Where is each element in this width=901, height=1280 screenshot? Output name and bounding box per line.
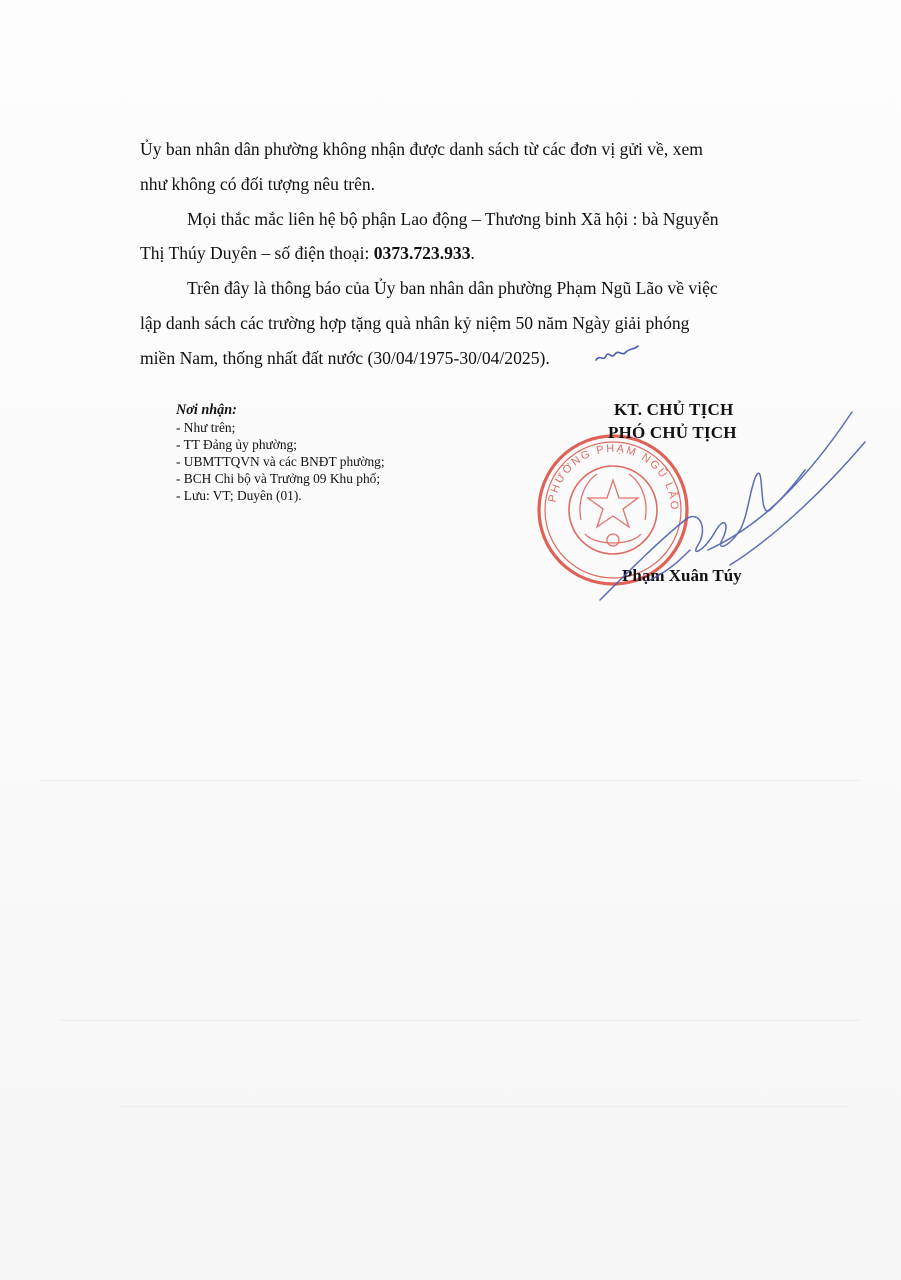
scan-artifact-line xyxy=(60,1020,860,1021)
recipient-item: - Như trên; xyxy=(176,420,236,435)
contact-person: Thị Thúy Duyên – số điện thoại: xyxy=(140,243,374,264)
scan-artifact-line xyxy=(40,780,860,781)
document-body xyxy=(140,132,785,376)
paragraph-line: miền Nam, thống nhất đất nước (30/04/1975-30/04/2025). xyxy=(140,347,550,368)
punctuation: . xyxy=(470,243,475,264)
phone-number: 0373.723.933 xyxy=(373,243,471,264)
paragraph-line xyxy=(140,236,785,271)
paragraph-line: như không có đối tượng nêu trên. xyxy=(140,173,376,194)
signer-position-line2: PHÓ CHỦ TỊCH xyxy=(608,423,737,442)
recipient-item: - TT Đảng ủy phường; xyxy=(176,437,297,452)
paragraph-line: lập danh sách các trường hợp tặng quà nhân kỷ niệm 50 năm Ngày giải phóng xyxy=(140,312,690,333)
recipient-item: - Lưu: VT; Duyên (01). xyxy=(176,488,302,503)
seal-text: PHƯỜNG PHẠM NGŨ LÃO xyxy=(546,442,681,512)
recipient-item: - BCH Chi bộ và Trưởng 09 Khu phố; xyxy=(176,471,381,486)
signer-name: Phạm Xuân Túy xyxy=(622,566,742,585)
recipients-label: Nơi nhận: xyxy=(176,402,237,418)
recipients-block xyxy=(176,402,506,504)
paragraph-line: Ủy ban nhân dân phường không nhận được danh sách từ các đơn vị gửi về, xem xyxy=(140,139,703,159)
handwritten-initials-icon xyxy=(594,338,640,368)
paragraph-line: Mọi thắc mắc liên hệ bộ phận Lao động – Thương binh Xã hội : bà Nguyễn xyxy=(187,208,719,229)
handwritten-signature-icon xyxy=(590,400,870,610)
paragraph-conclusion xyxy=(140,271,785,375)
signer-position-line1: KT. CHỦ TỊCH xyxy=(614,400,734,419)
recipient-item: - UBMTTQVN và các BNĐT phường; xyxy=(176,454,385,469)
scan-artifact-line xyxy=(120,1106,850,1107)
paragraph-contact xyxy=(140,202,785,272)
paragraph-line: Trên đây là thông báo của Ủy ban nhân dân phường Phạm Ngũ Lão về việc xyxy=(187,278,718,299)
recipients-list xyxy=(176,419,506,504)
paragraph-no-list xyxy=(140,132,785,202)
